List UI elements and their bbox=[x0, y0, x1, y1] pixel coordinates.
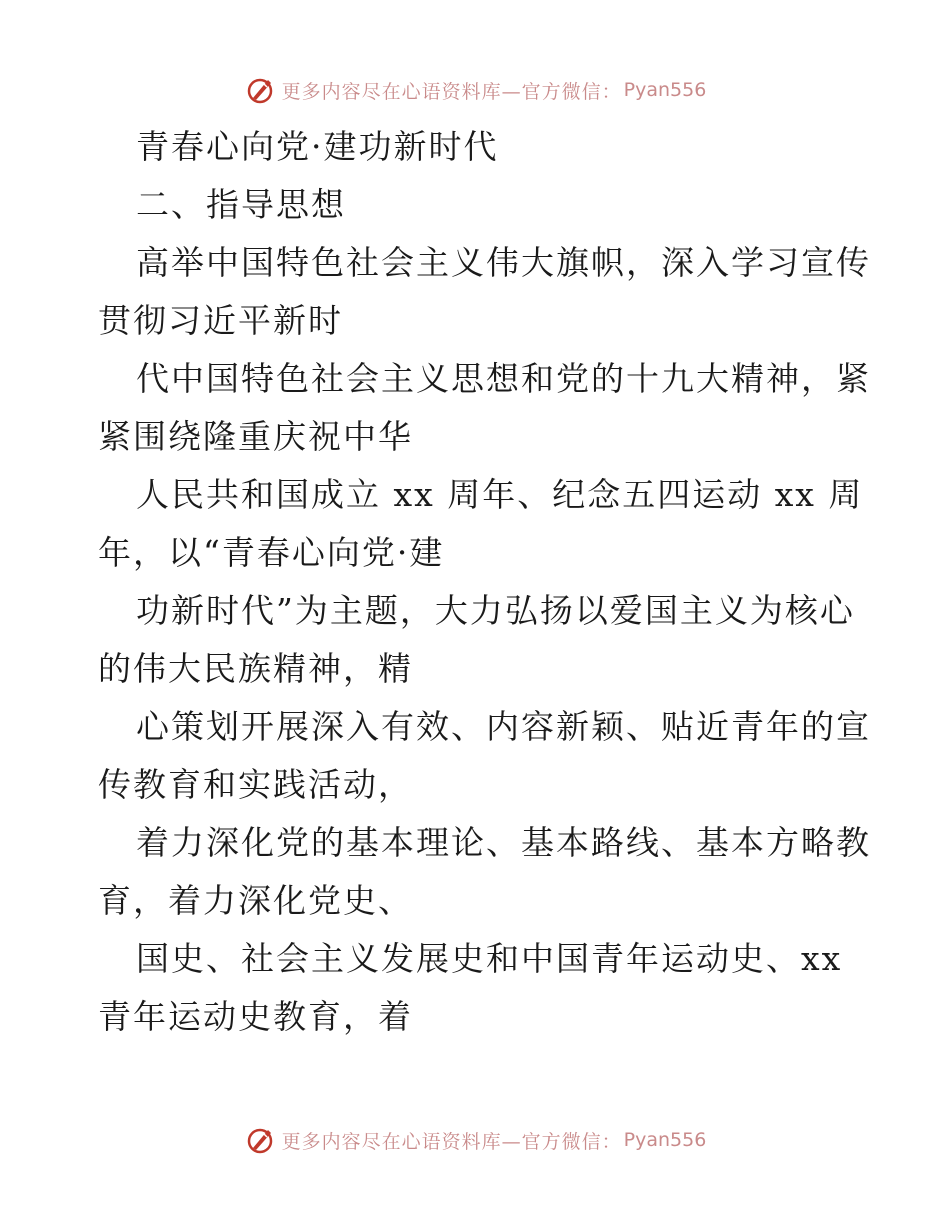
watermark-text: 更多内容尽在心语资料库—官方微信： bbox=[281, 80, 622, 103]
text-line: 年，以“青春心向党·建 bbox=[98, 533, 445, 572]
quill-pen-logo-icon bbox=[244, 74, 276, 106]
text-line: 青春心向党·建功新时代 bbox=[136, 127, 499, 166]
watermark-text: 更多内容尽在心语资料库—官方微信： bbox=[281, 1130, 622, 1153]
text-line: 的伟大民族精神，精 bbox=[98, 649, 413, 688]
text-line: 人民共和国成立 xx 周年、纪念五四运动 xx 周 bbox=[136, 475, 864, 514]
text-line: 国史、社会主义发展史和中国青年运动史、xx bbox=[136, 939, 843, 978]
text-line: 青年运动史教育，着 bbox=[98, 997, 413, 1036]
header-watermark bbox=[0, 70, 950, 110]
watermark-wechat-id: Pyan556 bbox=[623, 1129, 707, 1151]
document-body bbox=[98, 118, 871, 1046]
footer-watermark bbox=[0, 1120, 950, 1160]
text-line: 高举中国特色社会主义伟大旗帜，深入学习宣传 bbox=[136, 243, 871, 282]
watermark-wechat-id: Pyan556 bbox=[623, 79, 707, 101]
text-line: 代中国特色社会主义思想和党的十九大精神，紧 bbox=[136, 359, 871, 398]
quill-pen-logo-icon bbox=[244, 1124, 276, 1156]
text-line: 功新时代”为主题，大力弘扬以爱国主义为核心 bbox=[136, 591, 855, 630]
text-line: 着力深化党的基本理论、基本路线、基本方略教 bbox=[136, 823, 871, 862]
text-line: 紧围绕隆重庆祝中华 bbox=[98, 417, 413, 456]
text-line: 心策划开展深入有效、内容新颖、贴近青年的宣 bbox=[136, 707, 871, 746]
text-line: 二、指导思想 bbox=[136, 185, 346, 224]
text-line: 贯彻习近平新时 bbox=[98, 301, 343, 340]
text-line: 传教育和实践活动， bbox=[98, 765, 413, 804]
text-line: 育，着力深化党史、 bbox=[98, 881, 413, 920]
